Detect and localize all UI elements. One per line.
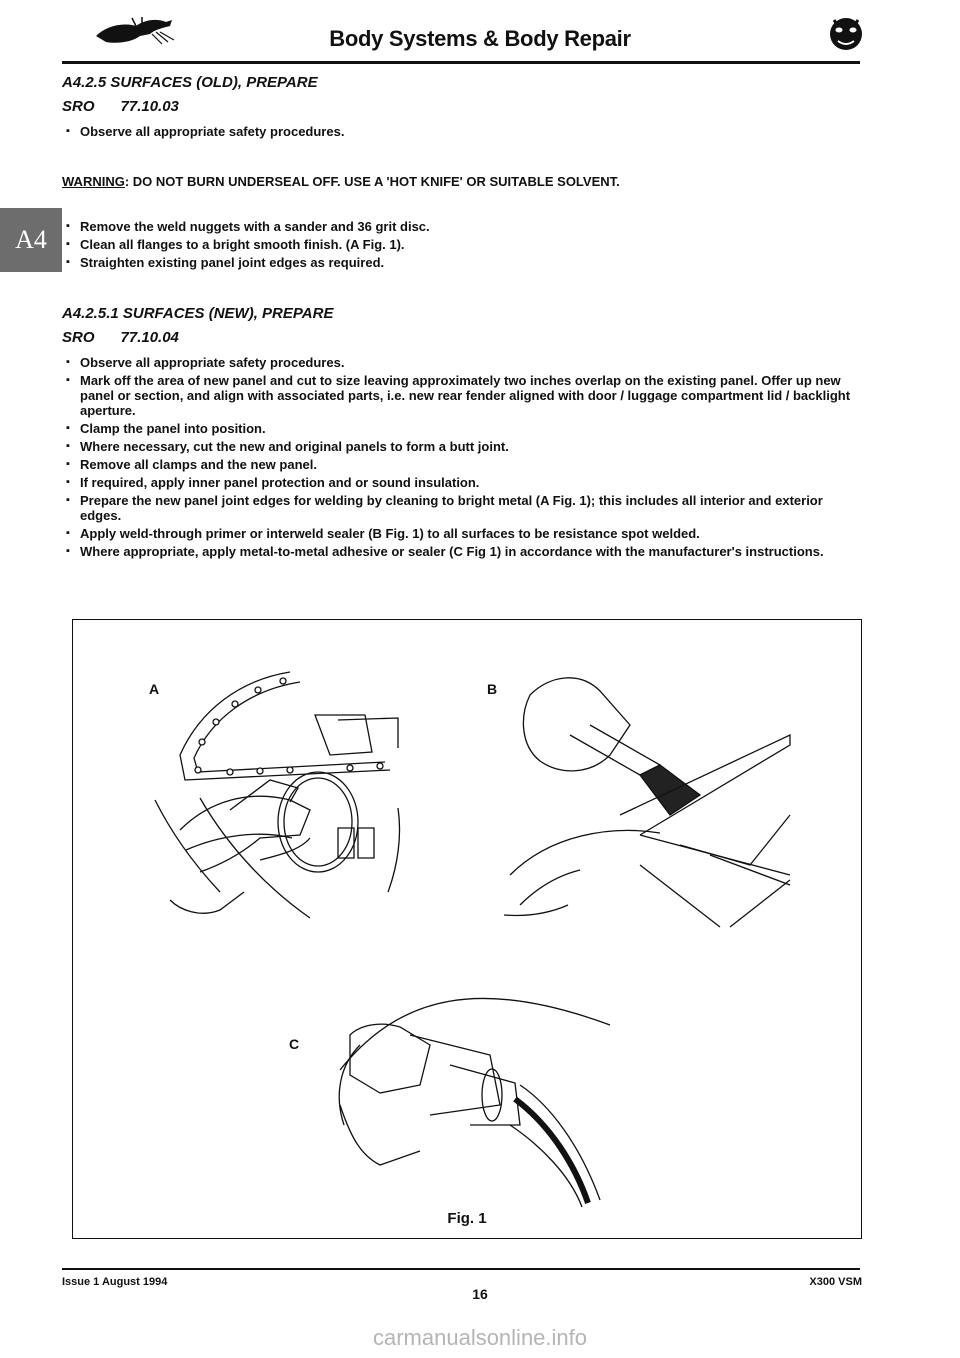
header-rule [62, 61, 860, 64]
list-item: ▪ Straighten existing panel joint edges as required. [62, 255, 862, 270]
footer-rule [62, 1268, 860, 1270]
list-item: ▪ Where appropriate, apply metal-to-metal adhesive or sealer (C Fig 1) in accordance with the manufacturer's instructions. [62, 544, 852, 559]
list-item: ▪ Apply weld-through primer or interweld sealer (B Fig. 1) to all surfaces to be resistance spot welded. [62, 526, 852, 541]
warning-label: WARNING [62, 174, 125, 189]
list-item: ▪ Observe all appropriate safety procedures. [62, 355, 852, 370]
steps-old-after [62, 219, 862, 273]
figure-label-a: A [149, 681, 160, 697]
sanding-illustration [140, 660, 420, 930]
list-item: ▪ Remove all clamps and the new panel. [62, 457, 852, 472]
sro-number: 77.10.03 [120, 98, 179, 115]
sro-label: SRO [62, 329, 95, 346]
list-item: ▪ Remove the weld nuggets with a sander and 36 grit disc. [62, 219, 862, 234]
figure-label-b: B [487, 681, 498, 697]
brush-primer-illustration [490, 665, 810, 935]
list-item: ▪ Where necessary, cut the new and original panels to form a butt joint. [62, 439, 852, 454]
steps-new [62, 355, 852, 562]
list-item: ▪ Observe all appropriate safety procedures. [62, 124, 862, 139]
figure-caption: Fig. 1 [447, 1210, 487, 1227]
section-tab: A4 [0, 208, 62, 272]
list-item: ▪ Mark off the area of new panel and cut to size leaving approximately two inches overlap on the existing panel. Offer up new panel or section, and align with associated parts, i.e. new rear fender aligned with door / luggage compartment lid / backlight aperture. [62, 373, 852, 418]
manual-code: X300 VSM [809, 1276, 862, 1288]
section-heading-old: A4.2.5 SURFACES (OLD), PREPARE [62, 74, 318, 91]
sro-new [62, 329, 179, 346]
sro-number: 77.10.04 [120, 329, 179, 346]
list-item: ▪ If required, apply inner panel protection and or sound insulation. [62, 475, 852, 490]
steps-old-before [62, 124, 862, 142]
page-number: 16 [472, 1286, 488, 1302]
page-header-title: Body Systems & Body Repair [329, 26, 631, 51]
section-heading-new: A4.2.5.1 SURFACES (NEW), PREPARE [62, 305, 334, 322]
figure-label-c: C [289, 1036, 300, 1052]
jaguar-growler-icon [828, 14, 864, 54]
watermark: carmanualsonline.info [372, 1325, 588, 1350]
issue-date: Issue 1 August 1994 [62, 1276, 168, 1288]
warning-text: : DO NOT BURN UNDERSEAL OFF. USE A 'HOT KNIFE' OR SUITABLE SOLVENT. [124, 174, 620, 189]
adhesive-gun-illustration [320, 975, 620, 1210]
list-item: ▪ Clamp the panel into position. [62, 421, 852, 436]
list-item: ▪ Prepare the new panel joint edges for welding by cleaning to bright metal (A Fig. 1); this includes all interior and exterior edges. [62, 493, 852, 523]
sro-old [62, 98, 179, 115]
list-item: ▪ Clean all flanges to a bright smooth finish. (A Fig. 1). [62, 237, 862, 252]
warning [62, 174, 862, 189]
sro-label: SRO [62, 98, 95, 115]
